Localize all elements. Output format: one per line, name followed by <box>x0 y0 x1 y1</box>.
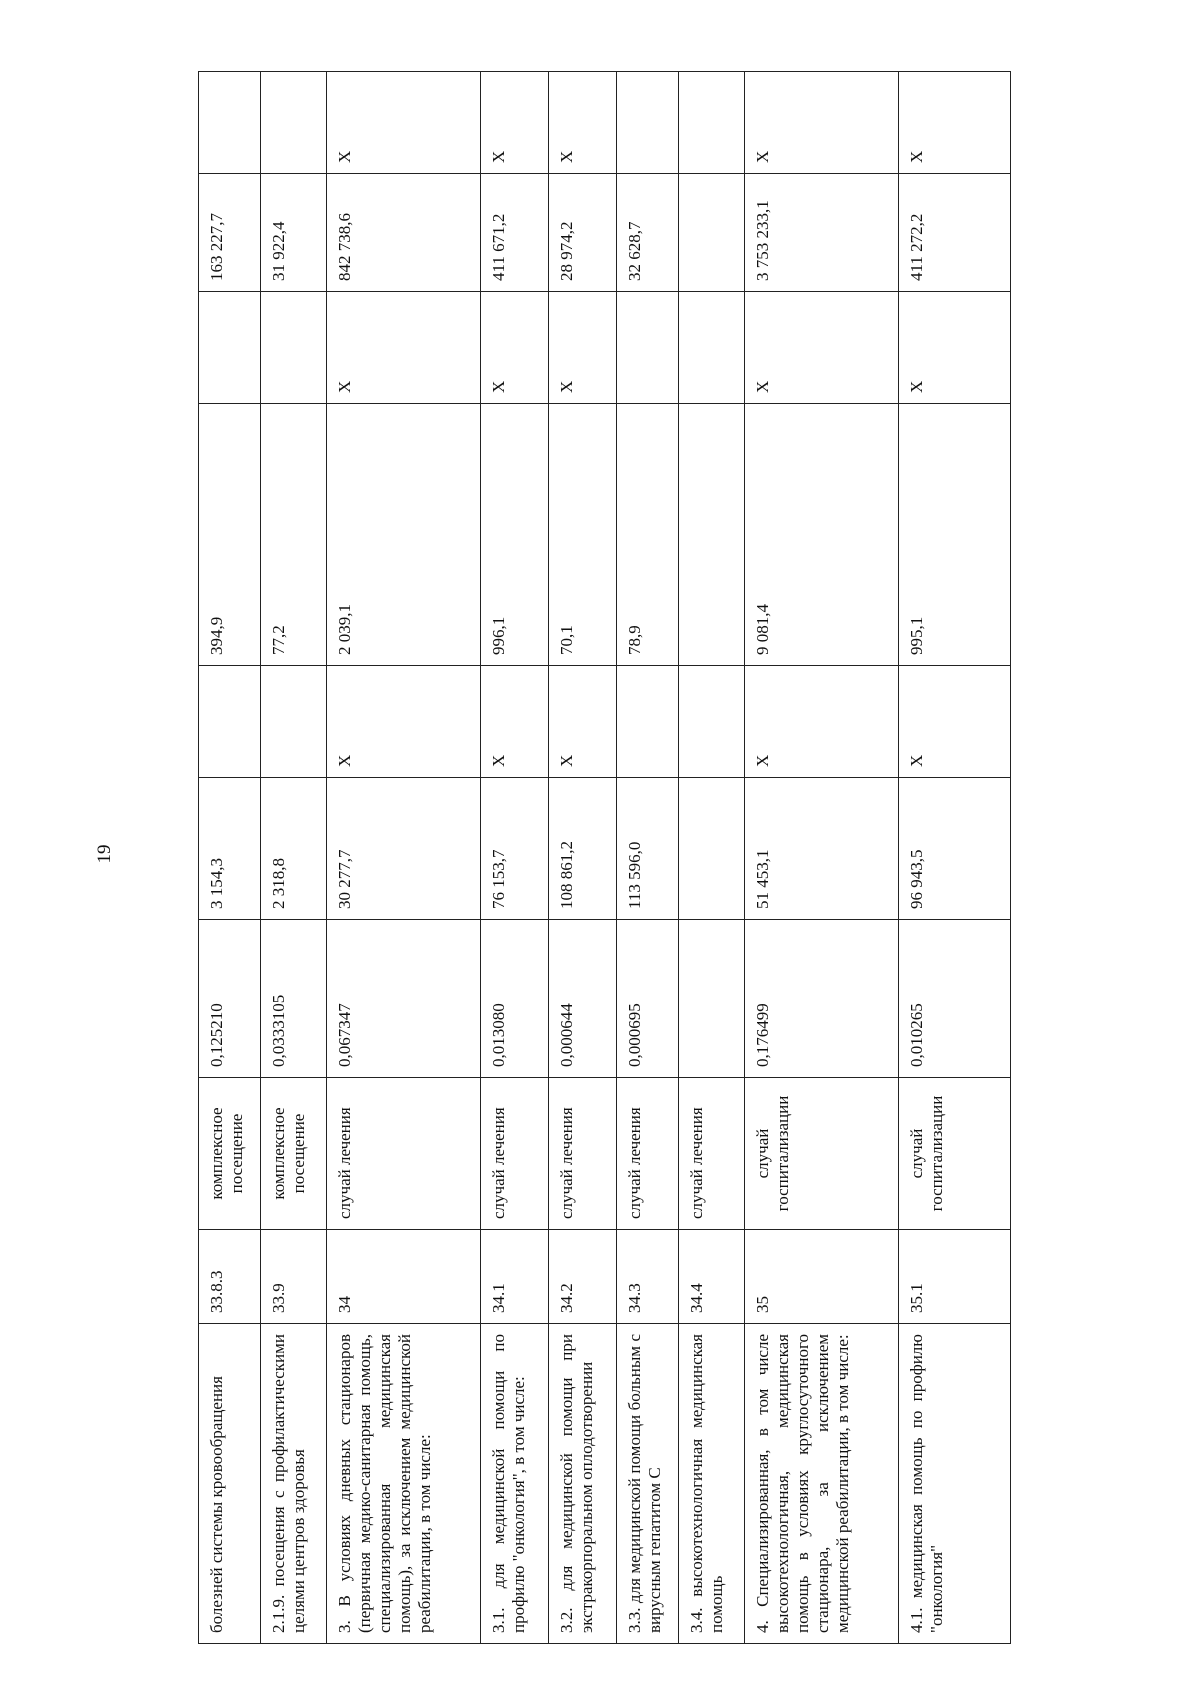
row-col8: X <box>745 292 899 404</box>
row-col9: 411 272,2 <box>899 174 1011 292</box>
row-col6: X <box>481 666 549 778</box>
row-norm: 0,067347 <box>327 920 481 1078</box>
table-row <box>679 72 745 1644</box>
row-name: 3.4. высокотехнологичная медицинская помощь <box>679 1324 745 1644</box>
row-norm: 0,000644 <box>549 920 617 1078</box>
row-cost <box>679 778 745 920</box>
row-col6: X <box>549 666 617 778</box>
row-col6 <box>679 666 745 778</box>
row-unit: случай лечения <box>549 1078 617 1230</box>
row-col9: 163 227,7 <box>199 174 261 292</box>
row-number: 34 <box>327 1230 481 1324</box>
row-unit: случай лечения <box>679 1078 745 1230</box>
row-cost: 76 153,7 <box>481 778 549 920</box>
row-col8 <box>261 292 327 404</box>
row-norm: 0,125210 <box>199 920 261 1078</box>
row-number: 34.3 <box>617 1230 679 1324</box>
row-number: 35 <box>745 1230 899 1324</box>
row-number: 34.2 <box>549 1230 617 1324</box>
row-col6 <box>261 666 327 778</box>
row-col9: 842 738,6 <box>327 174 481 292</box>
row-cost: 3 154,3 <box>199 778 261 920</box>
row-cost: 30 277,7 <box>327 778 481 920</box>
row-unit: случай лечения <box>481 1078 549 1230</box>
row-col9: 32 628,7 <box>617 174 679 292</box>
cost-norms-table <box>198 71 1011 1644</box>
row-unit: случай госпитализации <box>745 1078 899 1230</box>
row-name: 3. В условиях дневных стационаров (первичная медико-санитарная помощь, специализированная медицинская помощь), за исключением медицинской реабилитации, в том числе: <box>327 1324 481 1644</box>
row-cost: 113 596,0 <box>617 778 679 920</box>
row-col8: X <box>327 292 481 404</box>
row-name: 4. Специализированная, в том числе высокотехнологичная, медицинская помощь в условиях круглосуточного стационара, за исключением медицинской реабилитации, в том числе: <box>745 1324 899 1644</box>
row-number: 33.9 <box>261 1230 327 1324</box>
row-col8 <box>199 292 261 404</box>
row-number: 35.1 <box>899 1230 1011 1324</box>
row-col8: X <box>899 292 1011 404</box>
table-row <box>199 72 261 1644</box>
row-number: 34.4 <box>679 1230 745 1324</box>
row-col10 <box>261 72 327 174</box>
row-name: болезней системы кровообращения <box>199 1324 261 1644</box>
table-row <box>745 72 899 1644</box>
row-col8: X <box>549 292 617 404</box>
row-col7: 995,1 <box>899 404 1011 666</box>
row-col7: 996,1 <box>481 404 549 666</box>
row-unit: случай лечения <box>327 1078 481 1230</box>
row-col8 <box>679 292 745 404</box>
row-col9: 411 671,2 <box>481 174 549 292</box>
row-norm: 0,010265 <box>899 920 1011 1078</box>
row-norm: 0,0333105 <box>261 920 327 1078</box>
row-col9: 31 922,4 <box>261 174 327 292</box>
row-col10 <box>617 72 679 174</box>
table-row <box>617 72 679 1644</box>
row-norm <box>679 920 745 1078</box>
table-row <box>327 72 481 1644</box>
row-col6: X <box>899 666 1011 778</box>
row-col6 <box>617 666 679 778</box>
row-cost: 108 861,2 <box>549 778 617 920</box>
row-col6: X <box>745 666 899 778</box>
row-name: 3.2. для медицинской помощи при экстракорпоральном оплодотворении <box>549 1324 617 1644</box>
row-number: 34.1 <box>481 1230 549 1324</box>
row-name: 3.1. для медицинской помощи по профилю "онкология", в том числе: <box>481 1324 549 1644</box>
row-col7 <box>679 404 745 666</box>
row-col7: 78,9 <box>617 404 679 666</box>
row-col8: X <box>481 292 549 404</box>
row-norm: 0,000695 <box>617 920 679 1078</box>
row-norm: 0,013080 <box>481 920 549 1078</box>
row-number: 33.8.3 <box>199 1230 261 1324</box>
row-col9 <box>679 174 745 292</box>
row-col7: 70,1 <box>549 404 617 666</box>
row-col7: 2 039,1 <box>327 404 481 666</box>
row-cost: 2 318,8 <box>261 778 327 920</box>
row-col10: X <box>327 72 481 174</box>
row-col6: X <box>327 666 481 778</box>
row-col7: 9 081,4 <box>745 404 899 666</box>
table-row <box>481 72 549 1644</box>
row-col10 <box>199 72 261 174</box>
row-col10: X <box>549 72 617 174</box>
row-norm: 0,176499 <box>745 920 899 1078</box>
row-cost: 51 453,1 <box>745 778 899 920</box>
row-col7: 77,2 <box>261 404 327 666</box>
row-name: 2.1.9. посещения с профилактическими целями центров здоровья <box>261 1324 327 1644</box>
row-unit: случай лечения <box>617 1078 679 1230</box>
row-cost: 96 943,5 <box>899 778 1011 920</box>
row-col10: X <box>481 72 549 174</box>
row-col7: 394,9 <box>199 404 261 666</box>
row-col10 <box>679 72 745 174</box>
table-row <box>261 72 327 1644</box>
row-unit: случай госпитализации <box>899 1078 1011 1230</box>
row-col10: X <box>899 72 1011 174</box>
row-col10: X <box>745 72 899 174</box>
row-unit: комплексное посещение <box>261 1078 327 1230</box>
table-row <box>899 72 1011 1644</box>
table-row <box>549 72 617 1644</box>
table-container <box>198 72 1010 1644</box>
row-name: 3.3. для медицинской помощи больным с вирусным гепатитом С <box>617 1324 679 1644</box>
row-name: 4.1. медицинская помощь по профилю "онкология" <box>899 1324 1011 1644</box>
row-col8 <box>617 292 679 404</box>
row-unit: комплексное посещение <box>199 1078 261 1230</box>
row-col6 <box>199 666 261 778</box>
page-number: 19 <box>94 844 115 864</box>
row-col9: 28 974,2 <box>549 174 617 292</box>
row-col9: 3 753 233,1 <box>745 174 899 292</box>
